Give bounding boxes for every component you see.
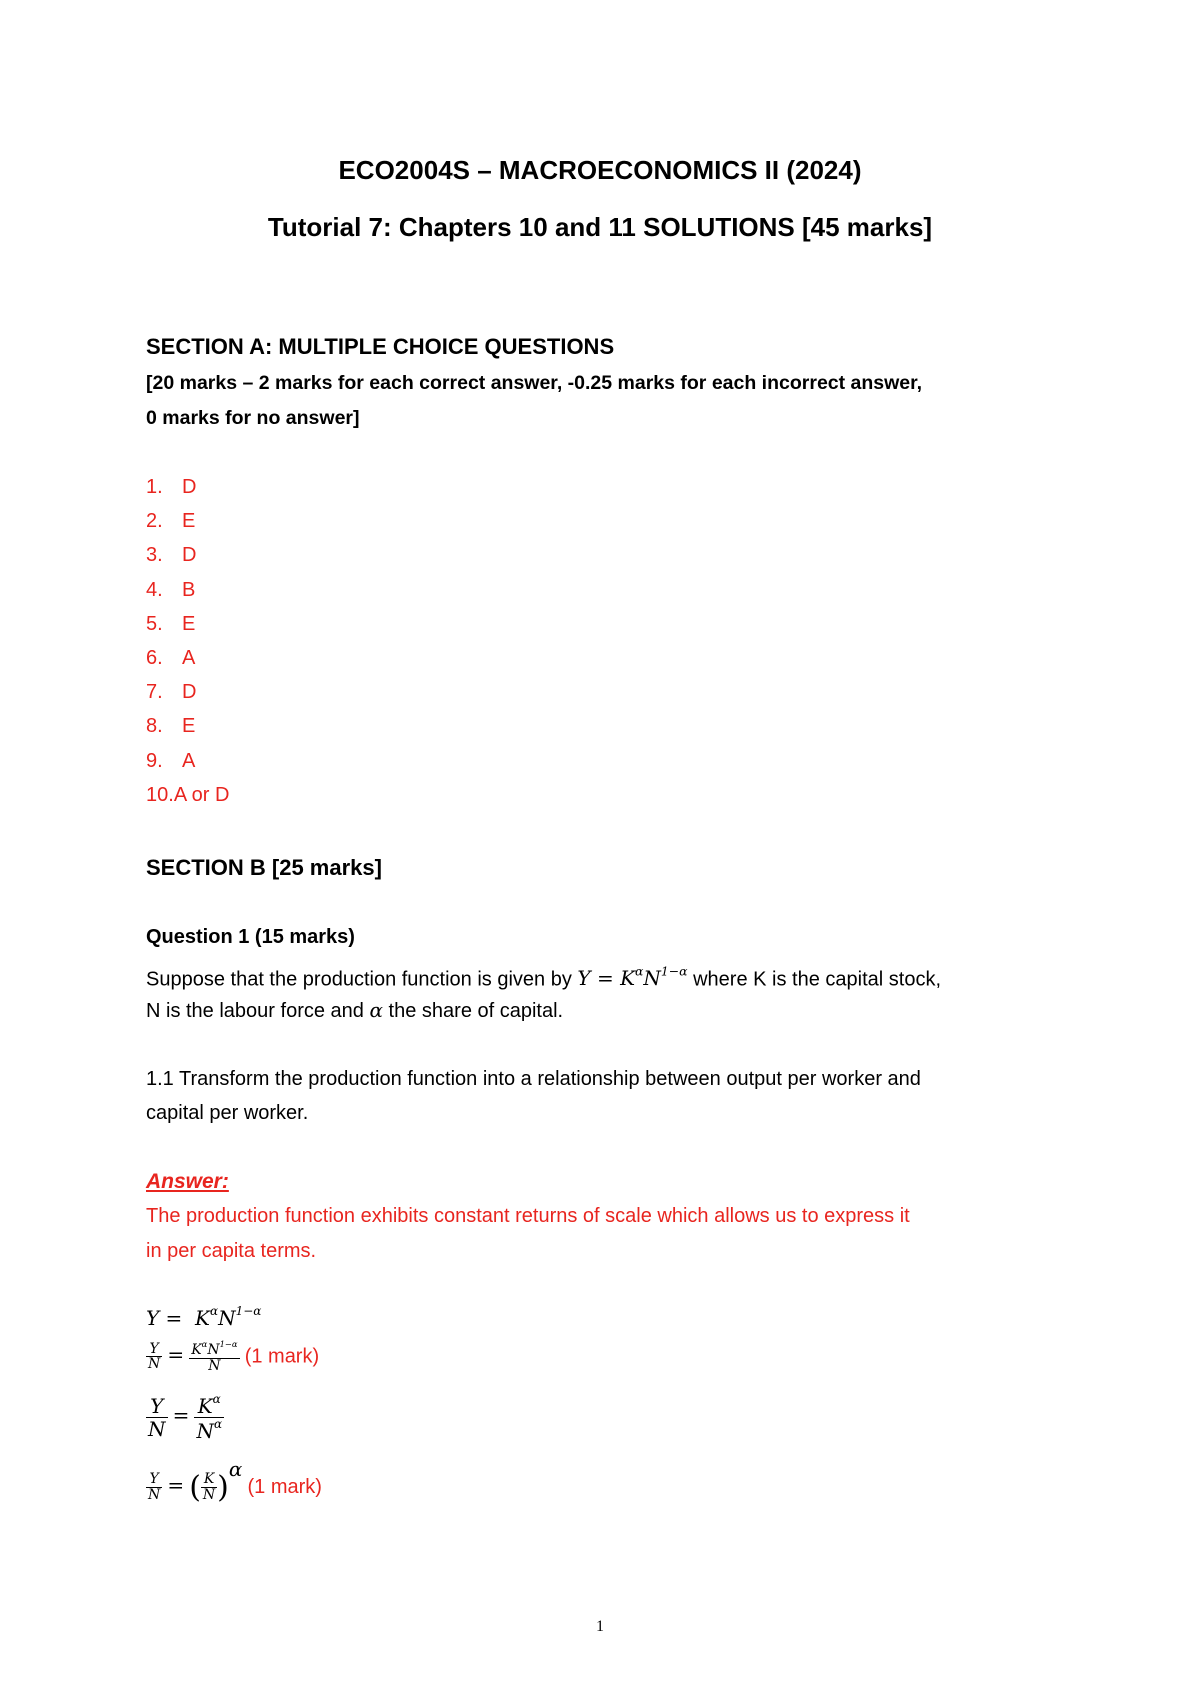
document-title: ECO2004S – MACROECONOMICS II (2024): [338, 155, 862, 185]
mcq-answer-item: 4. B: [146, 578, 196, 601]
question-1-text-line2: N is the labour force and α the share of capital.: [146, 998, 564, 1022]
equation-per-worker: $\frac{Y}{N}$ = ( $\frac{K}{N}$ )α (1 mark): [148, 1457, 322, 1505]
answer-line1: The production function exhibits constant returns of scale which allows us to express it: [146, 1205, 910, 1227]
mcq-answer-item: 6. A: [146, 646, 196, 669]
equation-divide-by-n: $\frac{Y}{N}$ = $\frac{K^\alpha N^{1-\alpha}}{N}$ (1 mark): [148, 1339, 320, 1374]
mcq-answer-item: 10.A or D: [146, 783, 230, 806]
equation-simplified: $\frac{Y}{N}$ = $\frac{K^\alpha}{N^\alpha}$: [148, 1392, 223, 1444]
mcq-answer-item: 7. D: [146, 681, 197, 704]
answer-label: Answer:: [146, 1170, 229, 1193]
section-a-marks-line1: [20 marks – 2 marks for each correct answer, -0.25 marks for each incorrect answer,: [146, 372, 923, 394]
equation-production-function: $Y = K^\alpha N^{1-\alpha}$: [146, 1304, 262, 1331]
mcq-answer-item: 8. E: [146, 715, 196, 738]
question-1-text-line1: Suppose that the production function is given by $Y = K^\alpha N^{1-\alpha}$ where K is the capital stock,: [146, 964, 941, 991]
mcq-answer-item: 2. E: [146, 510, 196, 533]
mcq-answer-item: 5. E: [146, 612, 196, 635]
mcq-answer-item: 9. A: [146, 749, 196, 772]
mark-label: (1 mark): [244, 1345, 320, 1368]
mcq-answer-item: 1. D: [146, 476, 197, 498]
mcq-answer-item: 3. D: [146, 544, 197, 567]
part-1-1-line2: capital per worker.: [146, 1102, 309, 1124]
mcq-answer-list: [146, 470, 229, 812]
section-a-marks-line2: 0 marks for no answer]: [146, 407, 360, 429]
answer-line2: in per capita terms.: [146, 1240, 317, 1262]
document-subtitle: Tutorial 7: Chapters 10 and 11 SOLUTIONS [45 marks]: [267, 212, 933, 242]
production-function-inline: $Y = K^\alpha N^{1-\alpha}$: [577, 964, 688, 991]
page-number: 1: [596, 1618, 604, 1635]
question-1-heading: Question 1 (15 marks): [146, 926, 355, 948]
part-1-1-line1: 1.1 Transform the production function into a relationship between output per worker and: [146, 1068, 921, 1090]
alpha-symbol: α: [369, 998, 383, 1022]
mark-label: (1 mark): [247, 1476, 322, 1498]
section-b-heading: SECTION B [25 marks]: [146, 855, 382, 880]
section-a-heading: SECTION A: MULTIPLE CHOICE QUESTIONS: [146, 334, 615, 359]
